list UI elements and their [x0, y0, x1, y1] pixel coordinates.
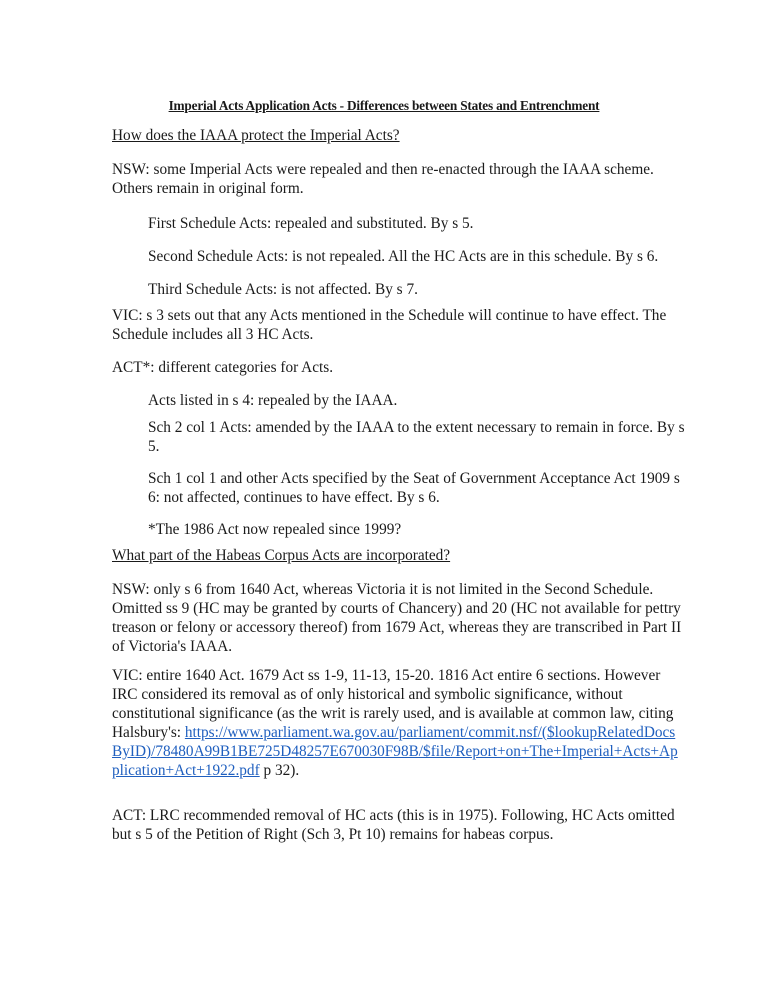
- act-footnote-item: *The 1986 Act now repealed since 1999?: [148, 521, 402, 538]
- vic-protection-paragraph: VIC: s 3 sets out that any Acts mentioned in the Schedule will continue to have effect. The Schedule includes all 3 HC Acts.: [112, 307, 667, 343]
- act-protection-paragraph: ACT*: different categories for Acts.: [112, 359, 334, 376]
- nsw-second-schedule-item: Second Schedule Acts: is not repealed. All the HC Acts are in this schedule. By s 6.: [148, 248, 659, 265]
- nsw-protection-paragraph: NSW: some Imperial Acts were repealed and then re-enacted through the IAAA scheme. Others remain in original form.: [112, 161, 654, 197]
- section-heading-protection: How does the IAAA protect the Imperial Acts?: [112, 127, 400, 144]
- nsw-habeas-paragraph: NSW: only s 6 from 1640 Act, whereas Victoria it is not limited in the Second Schedule. Omitted ss 9 (HC may be granted by courts of Chancery) and 20 (HC not available for pettry treason or felony or accessory thereof) from 1679 Act, whereas they are transcribed in Part II of Victoria's IAAA.: [112, 581, 682, 655]
- act-habeas-paragraph: ACT: LRC recommended removal of HC acts (this is in 1975). Following, HC Acts omitted but s 5 of the Petition of Right (Sch 3, Pt 10) remains for habeas corpus.: [112, 807, 675, 843]
- document-title: [0, 98, 768, 114]
- nsw-third-schedule-item: Third Schedule Acts: is not affected. By s 7.: [148, 281, 418, 298]
- nsw-first-schedule-item: First Schedule Acts: repealed and substituted. By s 5.: [148, 215, 474, 232]
- act-sch2-item: Sch 2 col 1 Acts: amended by the IAAA to the extent necessary to remain in force. By s 5.: [148, 419, 685, 455]
- vic-habeas-paragraph: [112, 666, 682, 780]
- document-title-text: Imperial Acts Application Acts - Differences between States and Entrenchment: [168, 98, 600, 113]
- section-heading-habeas-corpus: What part of the Habeas Corpus Acts are incorporated?: [112, 547, 451, 564]
- act-s4-item: Acts listed in s 4: repealed by the IAAA.: [148, 392, 398, 409]
- parliament-report-link[interactable]: https://www.parliament.wa.gov.au/parliament/commit.nsf/($lookupRelatedDocsByID)/78480A99B1BE725D48257E670030F98B/$file/Report+on+The+Imperial+Acts+Application+Act+1922.pdf: [112, 724, 678, 779]
- act-sch1-item: Sch 1 col 1 and other Acts specified by the Seat of Government Acceptance Act 1909 s 6: not affected, continues to have effect. By s 6.: [148, 470, 680, 506]
- vic-habeas-page-ref: p 32).: [259, 762, 300, 779]
- vic-habeas-text: VIC: entire 1640 Act. 1679 Act ss 1-9, 11-13, 15-20. 1816 Act entire 6 sections. However IRC considered its removal as of only historical and symbolic significance, without constitutional significance (as the writ is rarely used, and is available at common law, citing Halsbury's:: [112, 667, 674, 741]
